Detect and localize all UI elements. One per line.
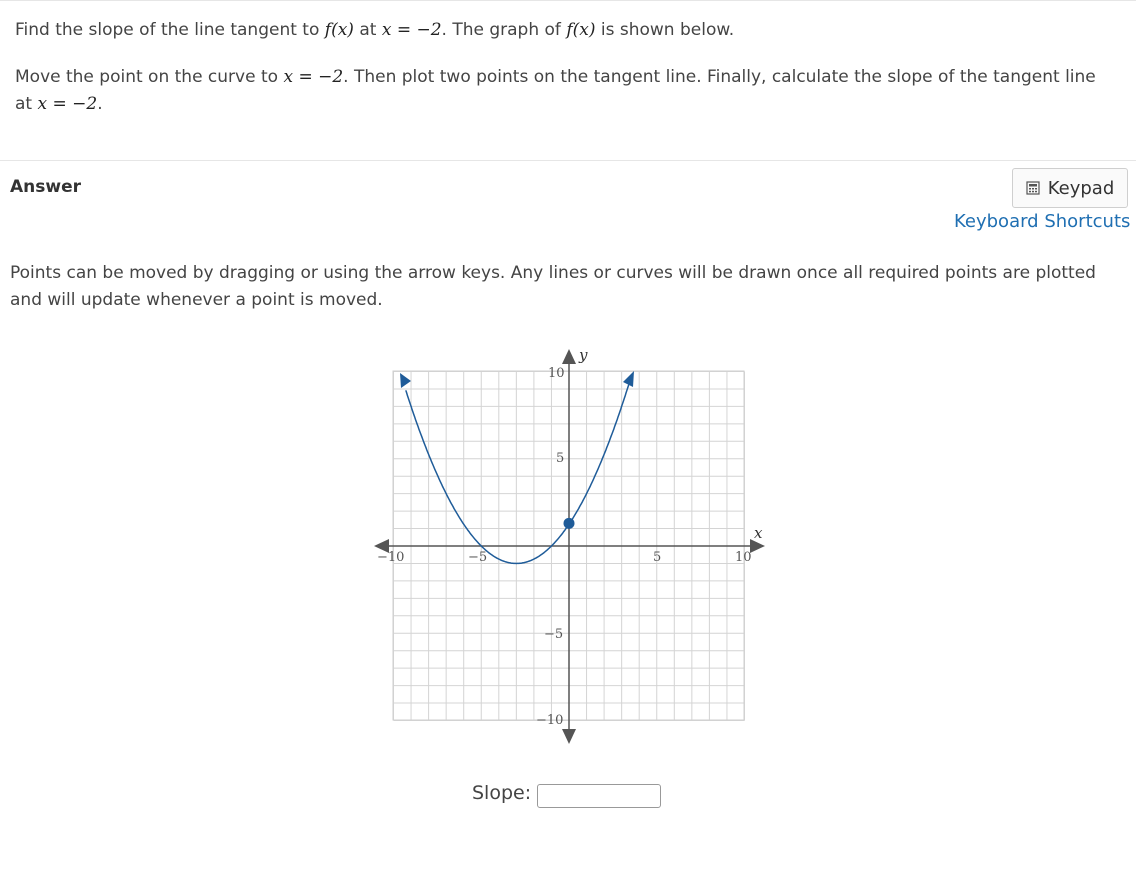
math-x-value: x = −2 (283, 67, 344, 87)
x-axis-label: x (754, 524, 763, 542)
y-axis-top-arrow (562, 349, 576, 364)
keyboard-shortcuts-link[interactable]: Keyboard Shortcuts (954, 211, 1131, 232)
y-axis-bottom-arrow (562, 729, 576, 744)
question-text: . The graph of (441, 20, 567, 40)
slope-label: Slope: (472, 782, 532, 804)
curve-right-arrow (623, 371, 634, 387)
math-fx: f(x) (566, 20, 596, 40)
keypad-label: Keypad (1047, 177, 1115, 199)
y-tick-label: 5 (556, 451, 565, 466)
math-fx: f(x) (324, 20, 354, 40)
x-tick-label: 10 (735, 550, 752, 565)
graph-instructions: Points can be moved by dragging or using the arrow keys. Any lines or curves will be drawn once all required points are plotted and will update whenever a point is moved. (10, 263, 1096, 310)
curve-left-arrow (400, 373, 411, 388)
question-text: . Then plot two points on the tangent line. Finally, calculate the slope of the tangent line at (15, 67, 1096, 114)
question-text: at (353, 20, 382, 40)
x-tick-label: −5 (468, 550, 488, 565)
question-text: Move the point on the curve to (15, 67, 284, 87)
math-x-value: x = −2 (381, 20, 442, 40)
x-tick-label: 5 (653, 550, 662, 565)
y-tick-label: −10 (536, 713, 564, 728)
question-text: . (97, 94, 103, 114)
slope-input[interactable] (537, 784, 661, 808)
x-tick-label: −10 (377, 550, 405, 565)
question-text: is shown below. (595, 20, 735, 40)
answer-heading: Answer (10, 177, 81, 197)
math-x-value: x = −2 (37, 94, 98, 114)
question-text: Find the slope of the line tangent to (15, 20, 325, 40)
y-tick-label: −5 (544, 627, 564, 642)
y-tick-label: 10 (548, 366, 565, 381)
y-axis-label: y (579, 346, 588, 364)
movable-point[interactable] (564, 518, 575, 529)
